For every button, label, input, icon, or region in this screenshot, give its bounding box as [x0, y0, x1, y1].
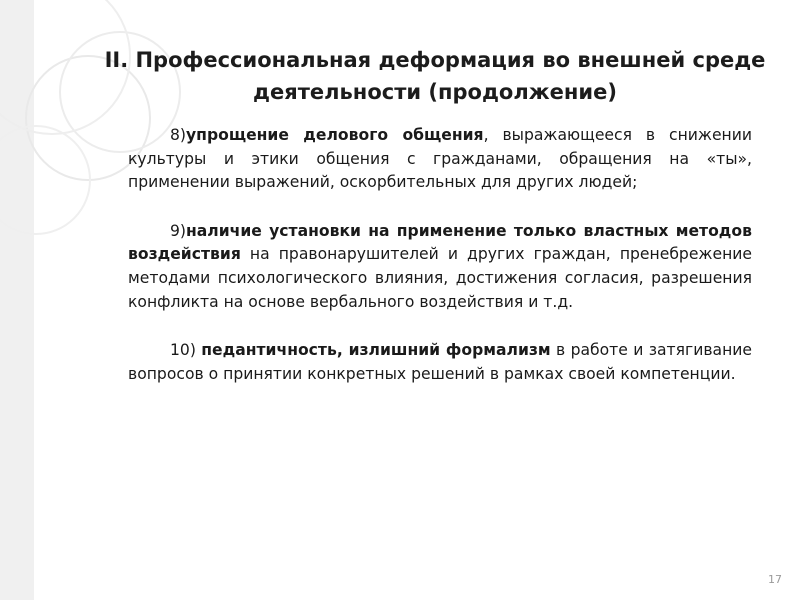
item-heading: упрощение делового общения — [186, 126, 484, 144]
item-number: 9) — [170, 221, 187, 240]
list-item — [128, 124, 752, 195]
item-number: 8) — [170, 126, 187, 144]
list-item — [128, 339, 752, 386]
item-text: на правонарушителей и других граждан, пренебрежение методами психологического влияния, достижения согласия, разрешения конфликта на основе вербального воздействия и т.д. — [128, 245, 752, 311]
page-number: 17 — [768, 573, 782, 586]
slide-title: II. Профессиональная деформация во внешней среде деятельности (продолжение) — [104, 48, 766, 104]
item-heading: педантичность, излишний формализм — [201, 341, 551, 360]
item-text: в работе и затягивание вопросов о принятии конкретных решений в рамках своей компетенции. — [128, 341, 752, 383]
item-text: , выражающееся в снижении культуры и этики общения с гражданами, обращения на «ты», применении выражений, оскорбительных для других людей; — [128, 126, 752, 192]
slide-body — [128, 124, 752, 386]
item-heading: наличие установки на применение только властных методов воздействия — [128, 221, 752, 264]
item-number: 10) — [170, 341, 202, 360]
list-item — [128, 220, 752, 314]
